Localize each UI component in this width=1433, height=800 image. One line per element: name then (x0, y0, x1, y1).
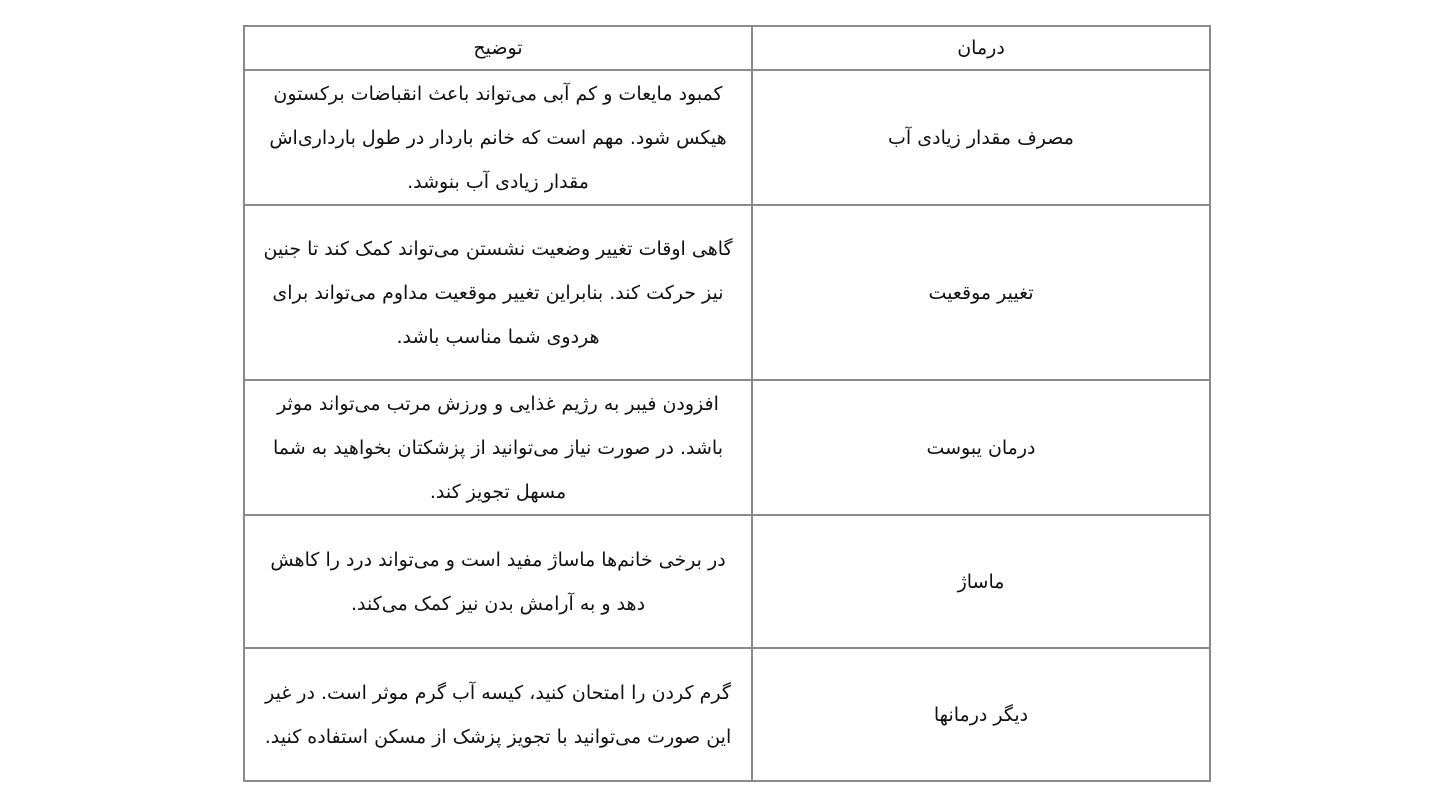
header-treatment: درمان (752, 26, 1210, 70)
table-row (244, 380, 1210, 515)
table-row (244, 515, 1210, 648)
treatment-cell: درمان یبوست (752, 380, 1210, 515)
header-description: توضیح (244, 26, 752, 70)
description-cell: در برخی خانم‌ها ماساژ مفید است و می‌تواند درد را کاهش دهد و به آرامش بدن نیز کمک می‌کند. (244, 515, 752, 648)
header-row (244, 26, 1210, 70)
table-row (244, 205, 1210, 380)
treatment-cell: مصرف مقدار زیادی آب (752, 70, 1210, 205)
description-cell: کمبود مایعات و کم آبی می‌تواند باعث انقباضات برکستون هیکس شود. مهم است که خانم باردار در طول بارداری‌اش مقدار زیادی آب بنوشد. (244, 70, 752, 205)
description-cell: افزودن فیبر به رژیم غذایی و ورزش مرتب می‌تواند موثر باشد. در صورت نیاز می‌توانید از پزشکتان بخواهید به شما مسهل تجویز کند. (244, 380, 752, 515)
description-cell: گرم کردن را امتحان کنید، کیسه آب گرم موثر است. در غیر این صورت می‌توانید با تجویز پزشک از مسکن استفاده کنید. (244, 648, 752, 781)
treatment-cell: تغییر موقعیت (752, 205, 1210, 380)
treatment-cell: دیگر درمانها (752, 648, 1210, 781)
description-cell: گاهی اوقات تغییر وضعیت نشستن می‌تواند کمک کند تا جنین نیز حرکت کند. بنابراین تغییر موقعیت مداوم می‌تواند برای هردوی شما مناسب باشد. (244, 205, 752, 380)
table-row (244, 648, 1210, 781)
treatments-table (243, 25, 1211, 782)
treatment-cell: ماساژ (752, 515, 1210, 648)
table-row (244, 70, 1210, 205)
